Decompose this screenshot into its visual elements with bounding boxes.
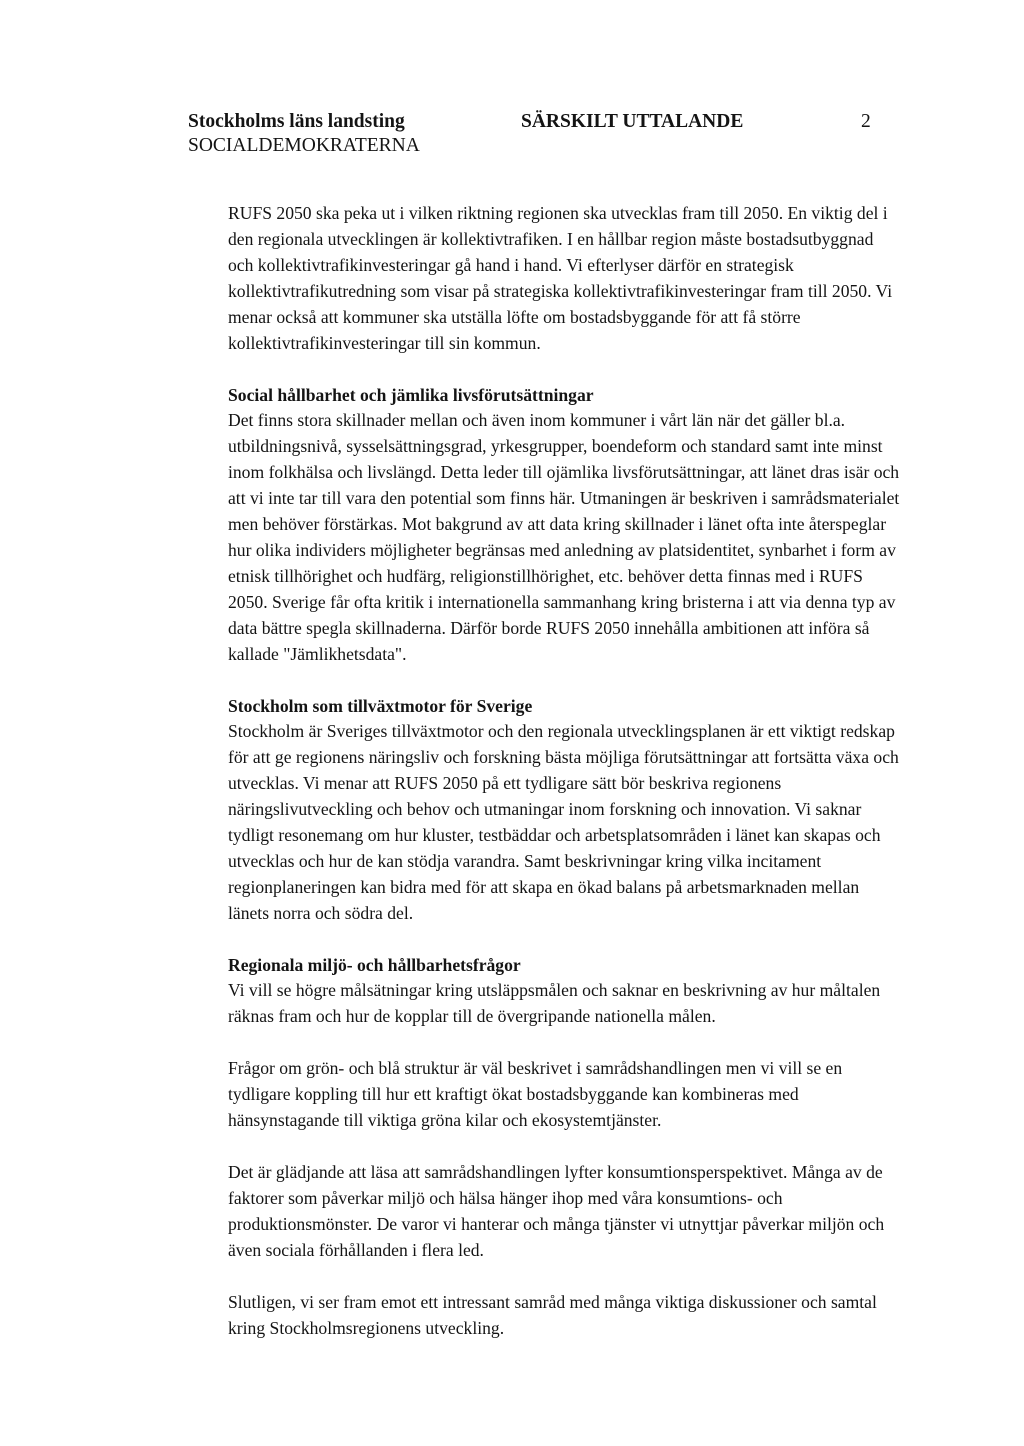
paragraph-closing: Slutligen, vi ser fram emot ett intressant samråd med många viktiga diskussioner och samtal kring Stockholmsregionens utveckling. [228,1292,877,1338]
organization-name: Stockholms läns landsting [188,111,405,132]
section-social-sustainability [228,383,900,667]
section-paragraph: Vi vill se högre målsätningar kring utsläppsmålen och saknar en beskrivning av hur måltalen räknas fram och hur de kopplar till de övergripande nationella målen. [228,980,881,1026]
document-type: SÄRSKILT UTTALANDE [521,111,744,132]
section-heading: Social hållbarhet och jämlika livsförutsättningar [228,385,594,405]
section-paragraph: Stockholm är Sveriges tillväxtmotor och den regionala utvecklingsplanen är ett viktigt redskap för att ge regionens näringsliv och forskning bästa möjliga förutsättningar att fortsätta växa och utvecklas. Vi menar att RUFS 2050 på ett tydligare sätt bör beskriva regionens näringslivutveckling och behov och utmaningar inom forskning och innovation. Vi saknar tydligt resonemang om hur kluster, testbäddar och arbetsplatsområden i länet kan skapas och utvecklas och hur de kan stödja varandra. Samt beskrivningar kring vilka incitament regionplaneringen kan bidra med för att skapa en ökad balans på arbetsmarknaden mellan länets norra och södra del. [228,721,899,923]
section-environment [228,953,900,1029]
section-growth-engine [228,694,900,926]
paragraph-green-blue-structure: Frågor om grön- och blå struktur är väl beskrivet i samrådshandlingen men vi vill se en tydligare koppling till hur ett kraftigt ökat bostadsbyggande kan kombineras med hänsynstagande till viktiga gröna kilar och ekosystemtjänster. [228,1058,843,1130]
party-name: SOCIALDEMOKRATERNA [188,135,420,156]
page-number: 2 [861,111,871,132]
document-body [228,200,900,1341]
intro-paragraph: RUFS 2050 ska peka ut i vilken riktning regionen ska utvecklas fram till 2050. En viktig del i den regionala utvecklingen är kollektivtrafiken. I en hållbar region måste bostadsutbyggnad och kollektivtrafikinvesteringar gå hand i hand. Vi efterlyser därför en strategisk kollektivtrafikutredning som visar på strategiska kollektivtrafikinvesteringar fram till 2050. Vi menar också att kommuner ska utställa löfte om bostadsbyggande för att få större kollektivtrafikinvesteringar till sin kommun. [228,203,893,353]
section-heading: Regionala miljö- och hållbarhetsfrågor [228,955,521,975]
section-heading: Stockholm som tillväxtmotor för Sverige [228,696,533,716]
paragraph-consumption-perspective: Det är glädjande att läsa att samrådshandlingen lyfter konsumtionsperspektivet. Många av de faktorer som påverkar miljö och hälsa hänger ihop med våra konsumtions- och produktionsmönster. De varor vi hanterar och många tjänster vi utnyttjar påverkar miljön och även sociala förhållanden i flera led. [228,1162,885,1260]
section-paragraph: Det finns stora skillnader mellan och även inom kommuner i vårt län när det gäller bl.a. utbildningsnivå, sysselsättningsgrad, yrkesgrupper, boendeform och standard samt inte minst inom folkhälsa och livslängd. Detta leder till ojämlika livsförutsättningar, att länet dras isär och att vi inte tar till vara den potential som finns här. Utmaningen är beskriven i samrådsmaterialet men behöver förstärkas. Mot bakgrund av att data kring skillnader i länet ofta inte återspeglar hur olika individers möjligheter begränsas med anledning av platsidentitet, synbarhet i form av etnisk tillhörighet och hudfärg, religionstillhörighet, etc. behöver detta finnas med i RUFS 2050. Sverige får ofta kritik i internationella sammanhang kring bristerna i att via denna typ av data bättre spegla skillnaderna. Därför borde RUFS 2050 innehålla ambitionen att införa så kallade "Jämlikhetsdata". [228,410,900,664]
